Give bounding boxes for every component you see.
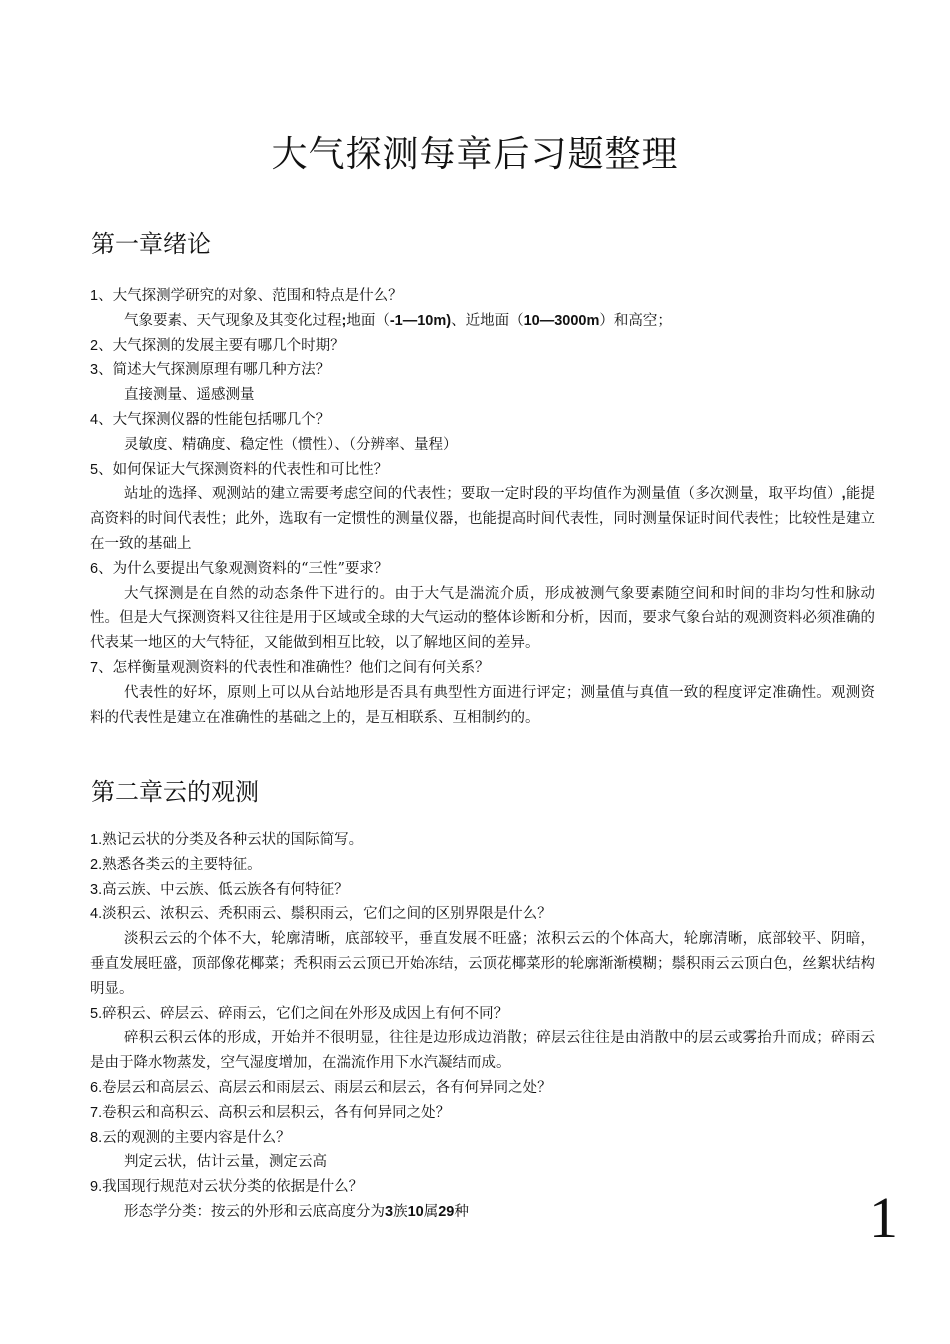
question-text: 熟记云状的分类及各种云状的国际简写。	[102, 832, 364, 848]
answer-text: 地面（	[346, 312, 390, 329]
answer-text: 能提高资料的时间代表性；此外，选取有一定惯性的测量仪器，也能提高时间代表性，同时测量保证时间代表性；比较性是建立在一致的基础上	[90, 486, 875, 552]
question-text: 熟悉各类云的主要特征。	[102, 856, 262, 873]
chapter-1-heading: 第一章绪论	[91, 230, 211, 258]
question-number: 1	[90, 288, 99, 304]
question-number: 4.	[90, 906, 103, 923]
question-2-5	[90, 1002, 875, 1027]
answer-text: ）和高空；	[599, 312, 672, 329]
chapter-2-heading: 第二章云的观测	[91, 778, 259, 806]
question-2-7	[90, 1101, 875, 1126]
question-text: 碎积云、碎层云、碎雨云，它们之间在外形及成因上有何不同？	[102, 1005, 509, 1022]
answer-text: 、近地面（	[451, 312, 524, 329]
answer-text: 站址的选择、观测站的建立需要考虑空间的代表性；要取一定时段的平均值作为测量值（多次测量，取平均值）	[124, 486, 842, 503]
question-number: 2.	[90, 856, 103, 873]
question-1-6	[90, 557, 875, 582]
question-number: 6	[90, 560, 99, 577]
question-text: 、如何保证大气探测资料的代表性和可比性？	[98, 461, 389, 478]
question-number: 9.	[90, 1179, 103, 1196]
question-number: 8.	[90, 1129, 103, 1146]
question-2-2	[90, 853, 875, 878]
answer-1-5	[90, 482, 875, 556]
question-number: 4	[90, 411, 99, 428]
question-text: 卷积云和高积云、高积云和层积云，各有何异同之处？	[102, 1104, 451, 1121]
question-2-6	[90, 1076, 875, 1101]
question-text: 、大气探测仪器的性能包括哪几个？	[98, 411, 331, 428]
document-title: 大气探测每章后习题整理	[271, 134, 679, 175]
question-text: 、为什么要提出气象观测资料的“三性”要求？	[98, 560, 389, 577]
answer-text: 属	[423, 1203, 439, 1220]
question-1-2	[90, 334, 875, 359]
answer-bold: 10	[407, 1203, 424, 1220]
question-2-8	[90, 1126, 875, 1151]
question-2-1	[90, 828, 875, 853]
answer-text: 形态学分类：按云的外形和云底高度分为	[124, 1203, 385, 1220]
question-text: 卷层云和高层云、高层云和雨层云、雨层云和层云，各有何异同之处？	[102, 1079, 552, 1096]
question-2-9	[90, 1175, 875, 1200]
answer-1-3: 直接测量、遥感测量	[124, 387, 255, 404]
question-text: 云的观测的主要内容是什么？	[102, 1129, 291, 1146]
answer-2-8: 判定云状，估计云量，测定云高	[124, 1154, 327, 1171]
question-2-4	[90, 902, 875, 927]
question-number: 3	[90, 362, 99, 379]
question-number: 6.	[90, 1079, 103, 1096]
question-number: 3.	[90, 881, 103, 898]
answer-1-4: 灵敏度、精确度、稳定性（惯性）、（分辨率、量程）	[124, 436, 458, 453]
answer-2-9	[90, 1200, 875, 1225]
question-text: 高云族、中云族、低云族各有何特征？	[102, 881, 349, 898]
question-number: 5	[90, 461, 99, 478]
question-number: 2	[90, 337, 99, 354]
question-text: 、怎样衡量观测资料的代表性和准确性？他们之间有何关系？	[98, 659, 490, 676]
answer-text: 种	[454, 1203, 469, 1220]
question-text: 淡积云、浓积云、秃积雨云、鬃积雨云，它们之间的区别界限是什么？	[102, 906, 552, 923]
question-text: 、大气探测的发展主要有哪几个时期？	[98, 337, 345, 354]
question-2-3	[90, 878, 875, 903]
answer-bold: 3	[385, 1203, 394, 1220]
question-1-7	[90, 656, 875, 681]
page-number: 1	[869, 1185, 898, 1250]
chapter-1-content	[90, 284, 875, 730]
answer-2-4: 淡积云云的个体不大，轮廓清晰，底部较平，垂直发展不旺盛；浓积云云的个体高大，轮廓清晰，底部较平、阴暗，垂直发展旺盛，顶部像花椰菜；秃积雨云云顶已开始冻结，云顶花椰菜形的轮廓渐渐模糊；鬃积雨云云顶白色，丝絮状结构明显。	[90, 931, 875, 997]
answer-text: 族	[393, 1203, 408, 1220]
question-1-3	[90, 358, 875, 383]
question-text: 我国现行规范对云状分类的依据是什么？	[102, 1179, 364, 1196]
answer-bold: 10—3000m	[523, 312, 600, 329]
question-number: 7	[90, 659, 99, 676]
answer-bold: 29	[438, 1203, 455, 1220]
answer-1-1	[90, 309, 875, 334]
answer-text: 气象要素、天气现象及其变化过程	[124, 312, 342, 329]
answer-1-7: 代表性的好坏，原则上可以从台站地形是否具有典型性方面进行评定；测量值与真值一致的程度评定准确性。观测资料的代表性是建立在准确性的基础之上的，是互相联系、互相制约的。	[90, 684, 875, 726]
question-number: 5.	[90, 1005, 103, 1022]
answer-bold: ,	[841, 486, 846, 503]
question-text: 、大气探测学研究的对象、范围和特点是什么？	[98, 288, 403, 304]
answer-bold: -1—10m)	[389, 312, 452, 329]
question-number: 1.	[90, 832, 103, 848]
question-1-5	[90, 458, 875, 483]
answer-1-6: 大气探测是在自然的动态条件下进行的。由于大气是湍流介质，形成被测气象要素随空间和时间的非均匀性和脉动性。但是大气探测资料又往往是用于区域或全球的大气运动的整体诊断和分析，因而，要求气象台站的观测资料必须准确的代表某一地区的大气特征，又能做到相互比较，以了解地区间的差异。	[90, 585, 875, 652]
question-text: 、简述大气探测原理有哪几种方法？	[98, 362, 331, 379]
question-number: 7.	[90, 1104, 103, 1121]
question-1-4	[90, 408, 875, 433]
chapter-2-content	[90, 828, 875, 1225]
answer-bold: ;	[341, 312, 347, 329]
question-1-1	[90, 284, 875, 309]
answer-2-5: 碎积云积云体的形成，开始并不很明显，往往是边形成边消散；碎层云往往是由消散中的层云或雾抬升而成；碎雨云是由于降水物蒸发，空气湿度增加，在湍流作用下水汽凝结而成。	[90, 1030, 875, 1072]
